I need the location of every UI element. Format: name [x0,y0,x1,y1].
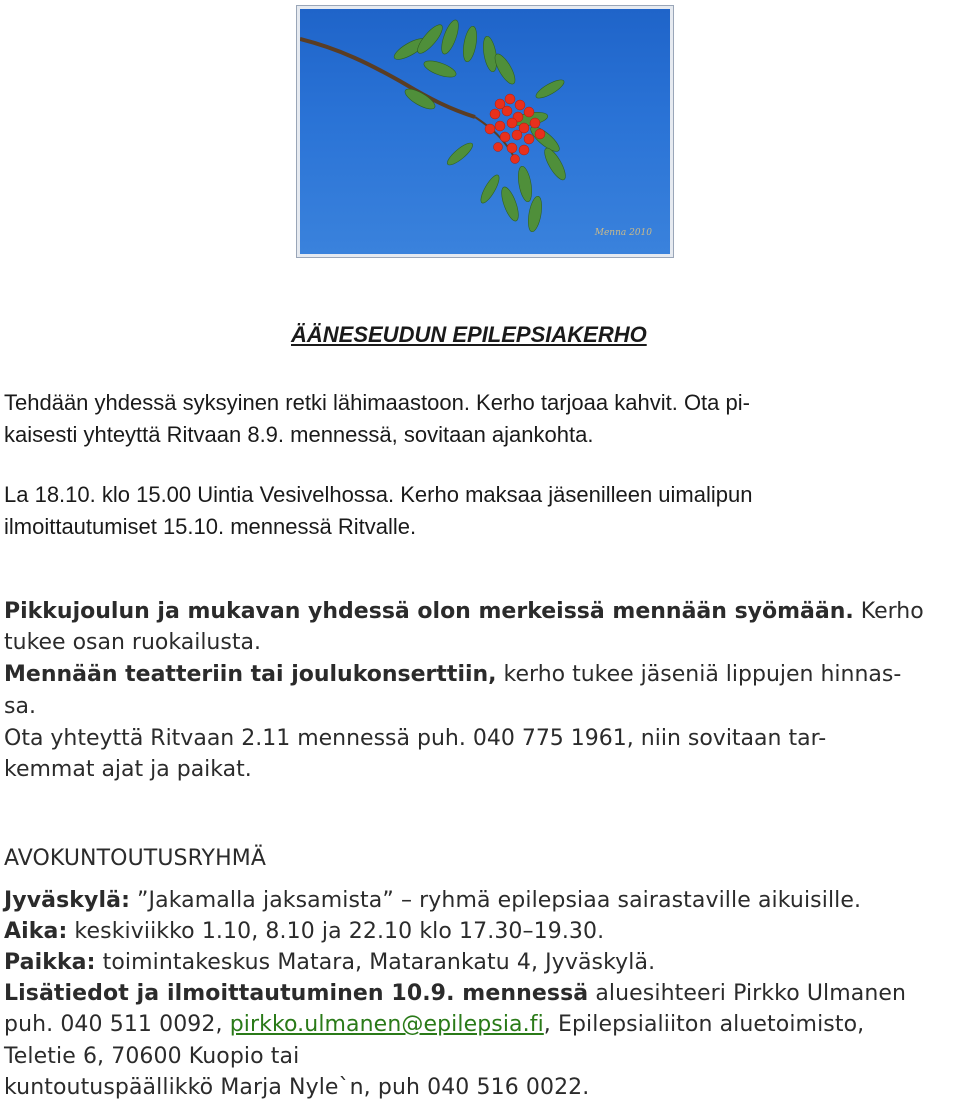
text-span: aluesihteeri Pirkko Ulmanen [588,981,907,1006]
text-line: Teletie 6, 70600 Kuopio tai [4,1044,300,1069]
text-line: kaisesti yhteyttä Ritvaan 8.9. mennessä, sovitaan ajankohta. [4,422,594,447]
text-line: kemmat ajat ja paikat. [4,757,252,782]
rowan-berry-photo [297,6,673,257]
text-line: kuntoutuspäällikkö Marja Nyle`n, puh 040 516 0022. [4,1075,590,1100]
bold-span: Aika: [4,919,68,944]
text-line [4,597,924,627]
text-line: Ota yhteyttä Ritvaan 2.11 mennessä puh. 040 775 1961, niin sovitaan tar- [4,726,827,751]
text-line: Tehdään yhdessä syksyinen retki lähimaastoon. Kerho tarjoaa kahvit. Ota pi- [4,390,750,415]
bold-span: Mennään teatteriin tai joulukonserttiin, [4,662,497,687]
text-line: sa. [4,694,36,719]
text-line [4,886,861,916]
text-span: keskiviikko 1.10, 8.10 ja 22.10 klo 17.30–19.30. [67,919,605,944]
text-span: Ritvalle. [331,514,417,539]
text-span: , Epilepsialiiton aluetoimisto, [543,1012,865,1037]
section-heading: AVOKUNTOUTUSRYHMÄ [4,846,266,871]
text-line: La 18.10. klo 15.00 Uintia Vesivelhossa. Kerho maksaa jäsenilleen uimalipun [4,482,753,507]
text-line [4,979,906,1009]
photo-signature: Menna 2010 [594,228,652,238]
page-title: ÄÄNESEUDUN EPILEPSIAKERHO [291,322,647,347]
text-span: puh. 040 511 0092, [4,1012,230,1037]
text-span: kerho tukee jäseniä lippujen hinnas- [496,662,902,687]
bold-span: Pikkujoulun ja mukavan yhdessä olon merkeissä mennään syömään. [4,599,854,624]
bold-span: Paikka: [4,950,96,975]
text-line [4,917,604,947]
text-span: toimintakeskus Matara, Matarankatu 4, Jyväskylä. [95,950,656,975]
rowan-branch-illustration [300,9,670,254]
text-line [4,948,655,978]
text-span: ”Jakamalla jaksamista” – ryhmä epilepsiaa sairastaville aikuisille. [129,888,862,913]
text-line [4,512,416,542]
text-span: ilmoittautumiset 15.10. mennessä [4,514,332,539]
text-line [4,660,901,690]
text-span: Kerho [853,599,924,624]
bold-span: Lisätiedot ja ilmoittautuminen 10.9. mennessä [4,981,589,1006]
bold-span: Jyväskylä: [4,888,130,913]
email-link[interactable]: pirkko.ulmanen@epilepsia.fi [229,1012,544,1037]
text-line: tukee osan ruokailusta. [4,630,261,655]
text-line [4,1010,864,1040]
